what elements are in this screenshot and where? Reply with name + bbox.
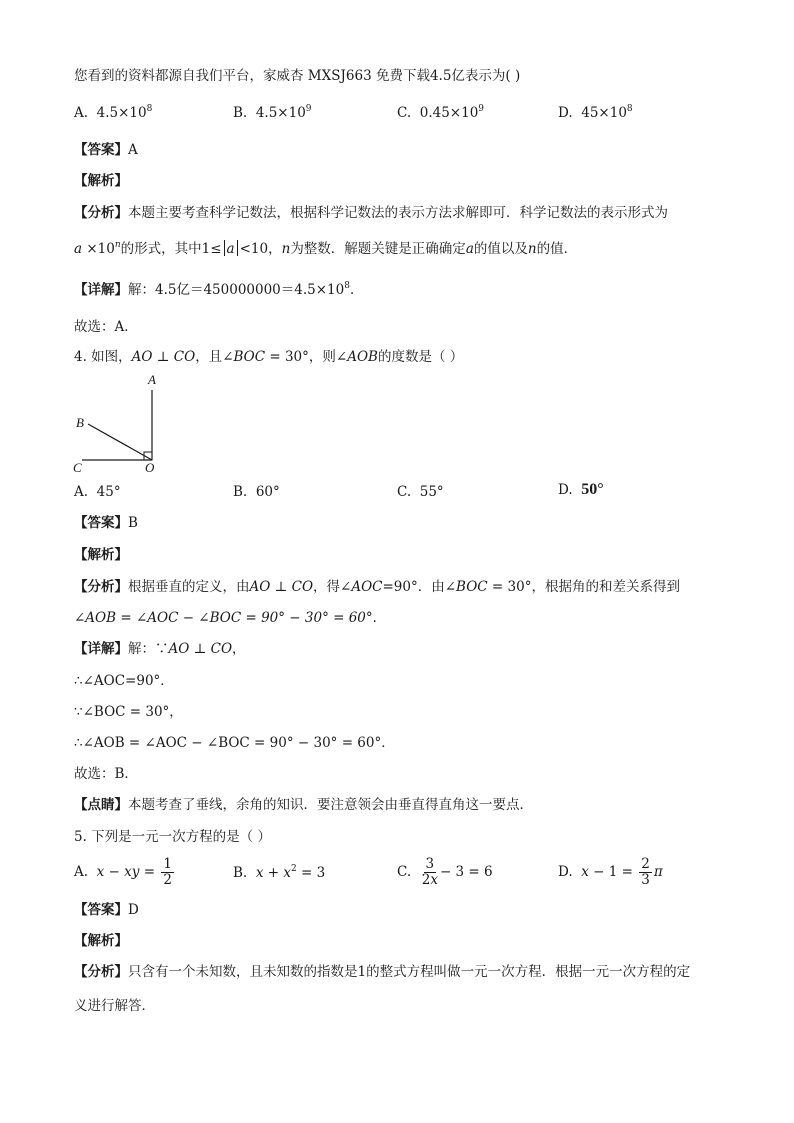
q4-guxuan: 故选：B． <box>74 766 138 782</box>
q5-option-b: B. $x + x^2 = 3$ <box>233 864 326 881</box>
q5-fenxi-line1: 【分析】只含有一个未知数，且未知数的指数是1的整式方程叫做一元一次方程．根据一元一次方程的定 <box>74 964 691 980</box>
point-a-label: A <box>148 372 156 387</box>
q3-guxuan: 故选：A． <box>74 319 138 335</box>
q3-option-a: A. $4.5\times 10^8$ <box>74 104 153 121</box>
q4-option-b: B. 60° <box>233 484 280 500</box>
q3-fenxi-line1: 【分析】本题主要考查科学记数法，根据科学记数法的表示方法求解即可．科学记数法的表示形式为 <box>74 205 668 221</box>
q4-option-d: D. 50° <box>558 481 604 498</box>
q4-fenxi-line1: 【分析】根据垂直的定义，由AO ⊥ CO，得∠AOC=90°．由∠BOC = 30°，根据角的和差关系得到 <box>74 579 680 595</box>
q4-step3: ∵∠BOC = 30°， <box>74 704 183 720</box>
q3-option-d: D. $45\times 10^8$ <box>558 104 633 121</box>
q5-option-d: D. x − 1 = $\frac{2}{3}$ π <box>558 855 663 888</box>
q4-answer: 【答案】B <box>74 515 138 531</box>
q4-dianjing: 【点睛】本题考查了垂线，余角的知识．要注意领会由垂直得直角这一要点． <box>74 797 533 813</box>
q4-stem: 4. 如图，AO ⊥ CO，且∠BOC = 30°，则∠AOB的度数是（ ） <box>74 349 464 365</box>
q3-jiexi: 【解析】 <box>74 173 128 189</box>
point-c-label: C <box>73 460 82 475</box>
answer-tag: 【答案】 <box>74 142 128 158</box>
q4-jiexi: 【解析】 <box>74 547 128 563</box>
q4-step2: ∴∠AOC=90°． <box>74 673 174 689</box>
q5-option-a: A. x − xy = $\frac{1}{2}$ <box>74 855 172 888</box>
point-o-label: O <box>145 460 155 475</box>
q4-fenxi-line2: ∠AOB = ∠AOC − ∠BOC = 90° − 30° = 60°． <box>74 610 387 626</box>
q3-stem: 您看到的资料都源自我们平台，家威杏 MXSJ663 免费下载4.5亿表示为( ) <box>74 68 521 84</box>
q4-figure <box>68 370 168 476</box>
q4-option-a: A. 45° <box>74 484 121 500</box>
q5-jiexi: 【解析】 <box>74 933 128 949</box>
q4-option-c: C. 55° <box>397 484 444 500</box>
q5-fenxi-line2: 义进行解答． <box>74 998 155 1014</box>
q3-option-b: B. $4.5\times 10^9$ <box>233 104 312 121</box>
q3-fenxi-line2: $a \times 10^n$的形式，其中1≤ a <10，n为整数．解题关键是正确确定a的值以及n的值． <box>74 240 578 257</box>
point-b-label: B <box>76 415 84 430</box>
q3-option-c: C. $0.45\times 10^9$ <box>397 104 485 121</box>
q4-xiangjie: 【详解】解：∵AO ⊥ CO， <box>74 641 246 657</box>
q5-answer: 【答案】D <box>74 902 139 918</box>
q4-step4: ∴∠AOB = ∠AOC − ∠BOC = 90° − 30° = 60°． <box>74 735 395 751</box>
q5-stem: 5. 下列是一元一次方程的是（ ） <box>74 829 271 845</box>
q3-xiangjie: 【详解】解：4.5亿$=450000000=4.5\times 10^8$． <box>74 281 364 298</box>
q5-option-c: C. $\frac{3}{2x}$ − 3 = 6 <box>397 855 493 888</box>
q3-answer: 【答案】A <box>74 142 138 158</box>
